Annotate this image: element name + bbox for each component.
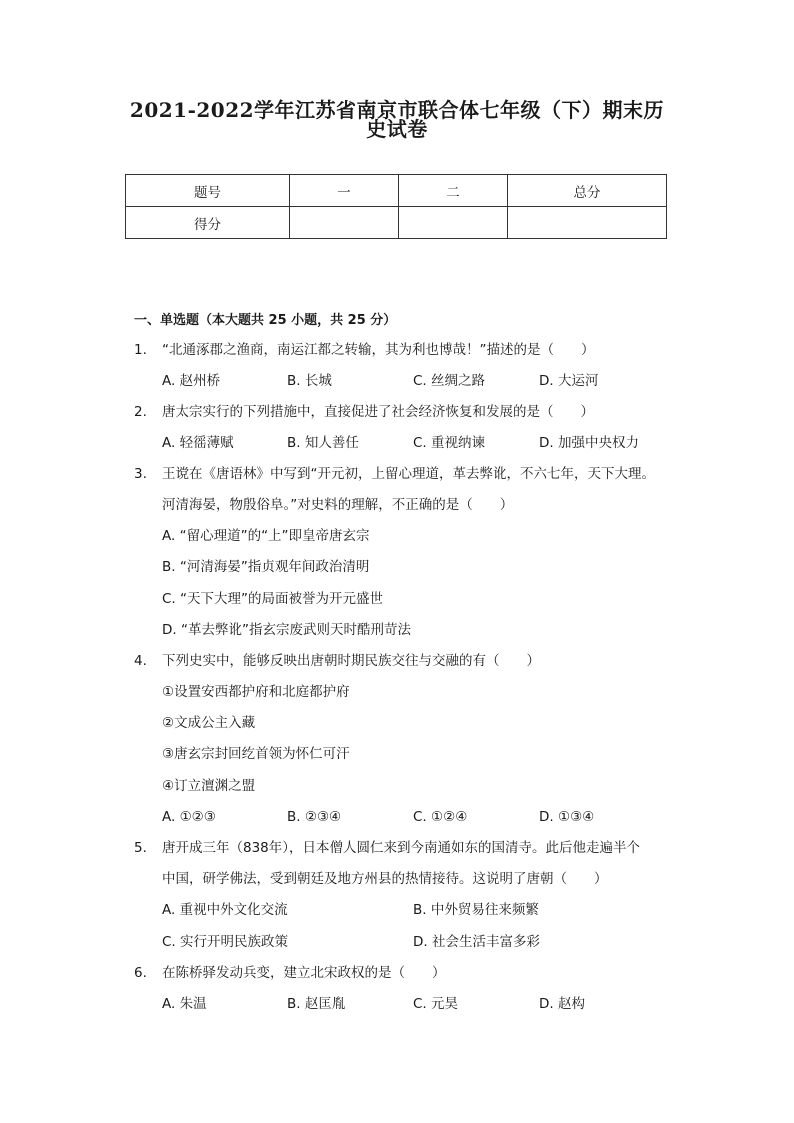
option: A. 赵州桥 — [162, 373, 221, 389]
question-statement: ①设置安西都护府和北庭都护府 — [162, 684, 350, 700]
option: A. 重视中外文化交流 — [162, 902, 288, 918]
option: D. 加强中央权力 — [539, 435, 639, 451]
question-text: 唐开成三年（838年），日本僧人圆仁来到今南通如东的国清寺。此后他走遍半个 — [162, 840, 641, 856]
question-number: 5. — [134, 840, 147, 856]
question-text: 中国，研学佛法，受到朝廷及地方州县的热情接待。这说明了唐朝（ ） — [162, 871, 608, 887]
paper-title-line1: 2021-2022学年江苏省南京市联合体七年级（下）期末历 — [129, 98, 665, 122]
option: B. “河清海晏”指贞观年间政治清明 — [162, 559, 370, 575]
option: A. ①②③ — [162, 809, 216, 825]
table-cell — [290, 207, 399, 239]
option: B. 知人善任 — [287, 435, 359, 451]
question-number: 3. — [134, 466, 147, 482]
option: C. 元昊 — [413, 996, 459, 1012]
table-cell — [508, 207, 667, 239]
question-number: 4. — [134, 653, 147, 669]
option: D. 社会生活丰富多彩 — [413, 934, 540, 950]
question-text: 唐太宗实行的下列措施中，直接促进了社会经济恢复和发展的是（ ） — [162, 404, 594, 420]
question-statement: ④订立澶渊之盟 — [162, 778, 256, 794]
question-text: “北通涿郡之渔商，南运江都之转输，其为利也博哉！”描述的是（ ） — [162, 342, 595, 358]
option: B. ②③④ — [287, 809, 342, 825]
option: A. “留心理道”的“上”即皇帝唐玄宗 — [162, 528, 370, 544]
question-number: 1. — [134, 342, 147, 358]
question-text: 在陈桥驿发动兵变，建立北宋政权的是（ ） — [162, 965, 446, 981]
question-number: 2. — [134, 404, 147, 420]
question-number: 6. — [134, 965, 147, 981]
paper-title-line2: 史试卷 — [366, 117, 428, 141]
option: D. “革去弊讹”指玄宗废武则天时酷刑苛法 — [162, 622, 411, 638]
table-cell: 二 — [399, 175, 508, 207]
question-statement: ②文成公主入藏 — [162, 715, 256, 731]
option: D. 大运河 — [539, 373, 599, 389]
table-cell: 一 — [290, 175, 399, 207]
option: B. 赵匡胤 — [287, 996, 346, 1012]
option: C. 丝绸之路 — [413, 373, 486, 389]
section-heading: 一、单选题（本大题共 25 小题，共 25 分） — [134, 313, 397, 328]
table-cell — [399, 207, 508, 239]
option: C. 实行开明民族政策 — [162, 934, 289, 950]
question-statement: ③唐玄宗封回纥首领为怀仁可汗 — [162, 746, 350, 762]
option: C. ①②④ — [413, 809, 468, 825]
table-row — [126, 175, 667, 207]
option: B. 中外贸易往来频繁 — [413, 902, 539, 918]
question-text: 河清海晏，物殷俗阜。”对史料的理解，不正确的是（ ） — [162, 497, 514, 513]
option: C. “天下大理”的局面被誉为开元盛世 — [162, 591, 383, 607]
table-cell: 总分 — [508, 175, 667, 207]
table-cell: 得分 — [126, 207, 290, 239]
option: B. 长城 — [287, 373, 332, 389]
question-text: 下列史实中，能够反映出唐朝时期民族交往与交融的有（ ） — [162, 653, 540, 669]
score-table — [125, 174, 667, 239]
table-row — [126, 207, 667, 239]
option: A. 朱温 — [162, 996, 207, 1012]
question-text: 王谠在《唐语林》中写到“开元初，上留心理道，革去弊讹，不六七年，天下大理。 — [162, 466, 655, 482]
option: D. 赵构 — [539, 996, 585, 1012]
option: C. 重视纳谏 — [413, 435, 486, 451]
option: D. ①③④ — [539, 809, 595, 825]
option: A. 轻徭薄赋 — [162, 435, 234, 451]
table-cell: 题号 — [126, 175, 290, 207]
